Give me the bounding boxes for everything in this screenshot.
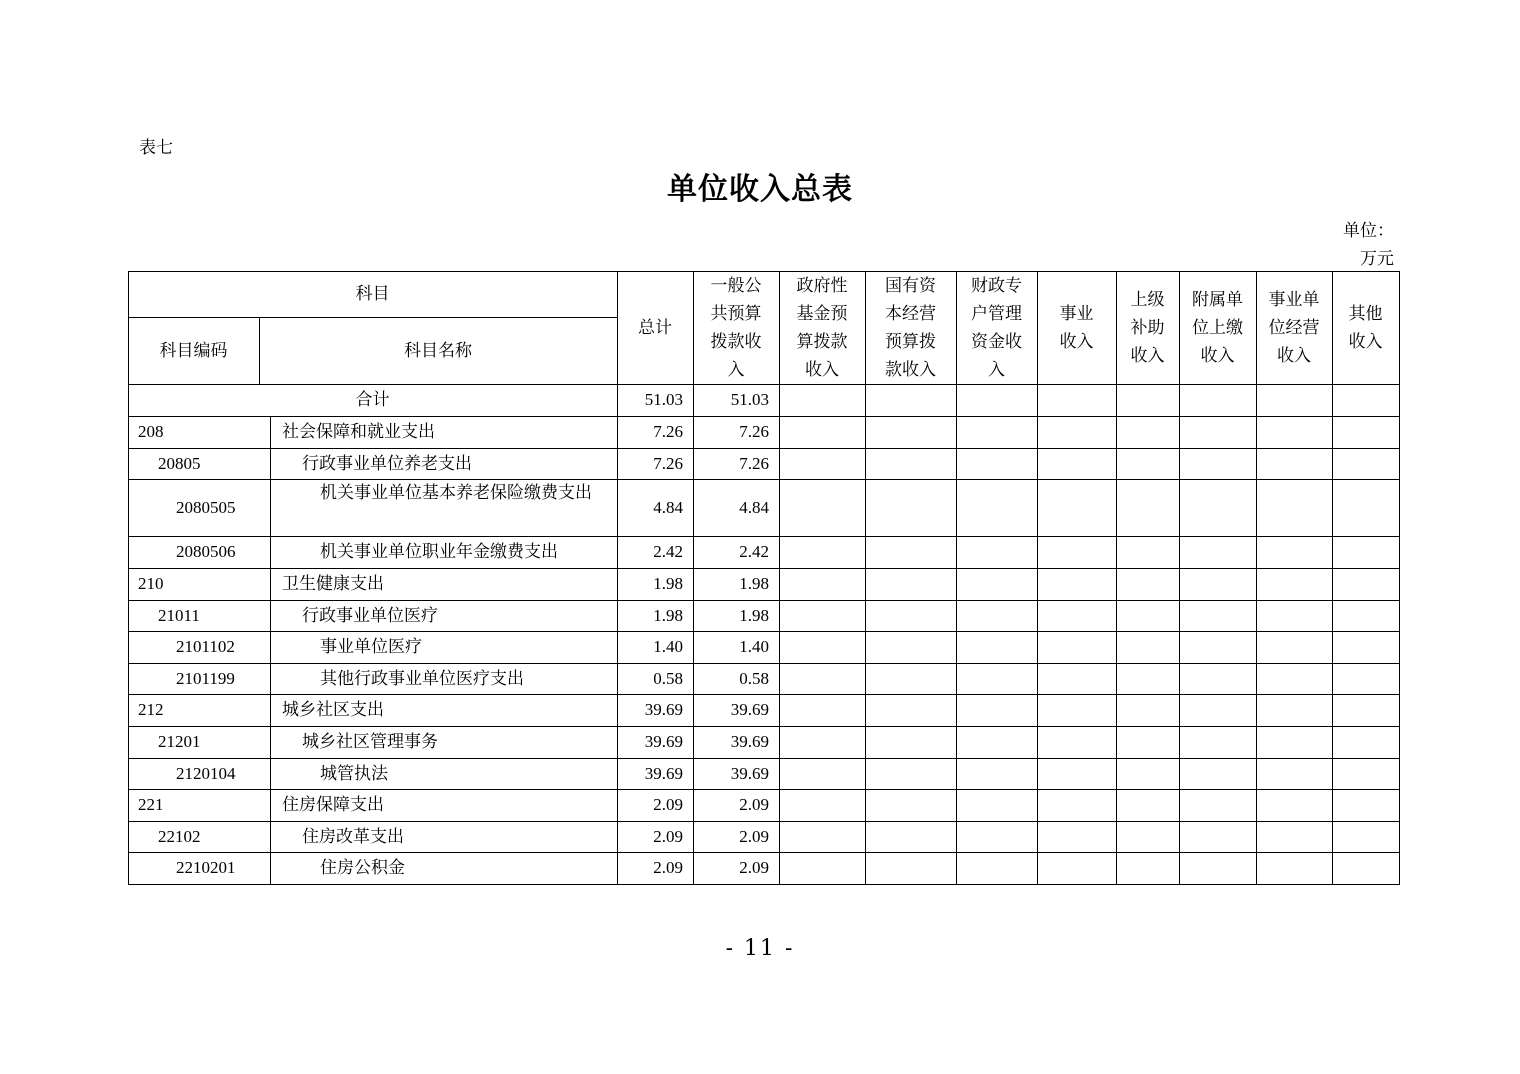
row-code: 22102: [158, 826, 201, 846]
row-general-budget: 1.98: [739, 605, 769, 625]
row-general-budget: 2.09: [739, 858, 769, 877]
row-name: 住房保障支出: [282, 795, 384, 815]
row-name: 其他行政事业单位医疗支出: [320, 668, 524, 689]
header-column-7: 上级 补助 收入: [1130, 289, 1165, 366]
header-subject: 科目: [355, 284, 390, 304]
total-row-label: 合计: [355, 390, 390, 410]
row-code: 2120104: [176, 763, 236, 783]
row-total: 2.09: [653, 795, 683, 814]
row-code: 21201: [158, 732, 201, 751]
row-name: 城乡社区管理事务: [302, 732, 438, 752]
total-row-total: 51.03: [644, 390, 683, 409]
row-code: 21011: [158, 605, 200, 625]
table-right-rule: [1399, 271, 1400, 885]
header-column-6: 事业 收入: [1059, 303, 1094, 352]
row-total: 0.58: [653, 668, 683, 688]
row-code: 2080505: [176, 497, 236, 517]
row-total: 39.69: [644, 732, 683, 751]
row-name: 城管执法: [320, 763, 388, 784]
row-name: 社会保障和就业支出: [282, 422, 435, 442]
row-total: 1.98: [653, 574, 683, 593]
row-general-budget: 7.26: [739, 453, 769, 473]
row-general-budget: 0.58: [739, 668, 769, 688]
row-name: 行政事业单位医疗: [302, 605, 438, 626]
header-column-5: 财政专 户管理 资金收 入: [971, 275, 1022, 380]
header-subject-code: 科目编码: [159, 340, 228, 361]
row-code: 20805: [158, 453, 201, 473]
page-title: 单位收入总表: [667, 172, 853, 207]
row-general-budget: 7.26: [739, 422, 769, 441]
row-general-budget: 2.42: [739, 542, 769, 561]
row-general-budget: 39.69: [730, 732, 769, 751]
header-column-4: 国有资 本经营 预算拨 款收入: [885, 275, 936, 380]
header-column-1: 总计: [638, 317, 672, 338]
total-row-general-budget: 51.03: [730, 390, 769, 409]
row-code: 2210201: [176, 858, 236, 877]
row-general-budget: 4.84: [739, 497, 769, 517]
header-column-3: 政府性 基金预 算拨款 收入: [796, 275, 848, 380]
row-code: 212: [138, 700, 164, 719]
row-name: 机关事业单位职业年金缴费支出: [320, 542, 558, 562]
row-name: 卫生健康支出: [282, 574, 384, 594]
row-total: 7.26: [653, 422, 683, 441]
row-total: 2.09: [653, 826, 683, 846]
row-general-budget: 39.69: [730, 700, 769, 719]
row-total: 7.26: [653, 453, 683, 473]
page-number: - 11 -: [725, 936, 795, 961]
row-code: 208: [138, 422, 164, 441]
header-subject-name: 科目名称: [404, 340, 472, 361]
row-general-budget: 1.40: [739, 637, 769, 656]
row-code: 210: [138, 574, 164, 593]
row-general-budget: 2.09: [739, 826, 769, 846]
row-name: 住房公积金: [320, 858, 405, 878]
row-code: 221: [138, 795, 164, 814]
row-name: 机关事业单位基本养老保险缴费支出: [320, 483, 592, 503]
row-total: 2.42: [653, 542, 683, 561]
row-rule: [128, 884, 1400, 885]
row-total: 1.98: [653, 605, 683, 625]
row-general-budget: 39.69: [730, 763, 769, 783]
header-column-9: 事业单 位经营 收入: [1268, 289, 1320, 366]
row-name: 事业单位医疗: [320, 637, 422, 657]
row-code: 2101199: [176, 668, 235, 688]
row-total: 4.84: [653, 497, 683, 517]
header-column-8: 附属单 位上缴 收入: [1192, 289, 1243, 366]
unit-label: 单位： 万元: [1343, 221, 1394, 269]
row-code: 2080506: [176, 542, 236, 561]
row-total: 2.09: [653, 858, 683, 877]
header-column-10: 其他 收入: [1348, 303, 1383, 352]
row-name: 城乡社区支出: [282, 700, 384, 720]
row-total: 1.40: [653, 637, 683, 656]
row-name: 行政事业单位养老支出: [302, 453, 472, 474]
row-general-budget: 1.98: [739, 574, 769, 593]
row-total: 39.69: [644, 700, 683, 719]
table-label: 表七: [139, 138, 173, 158]
row-code: 2101102: [176, 637, 235, 656]
row-total: 39.69: [644, 763, 683, 783]
row-name: 住房改革支出: [302, 826, 404, 847]
header-column-2: 一般公 共预算 拨款收 入: [710, 275, 762, 380]
row-general-budget: 2.09: [739, 795, 769, 814]
